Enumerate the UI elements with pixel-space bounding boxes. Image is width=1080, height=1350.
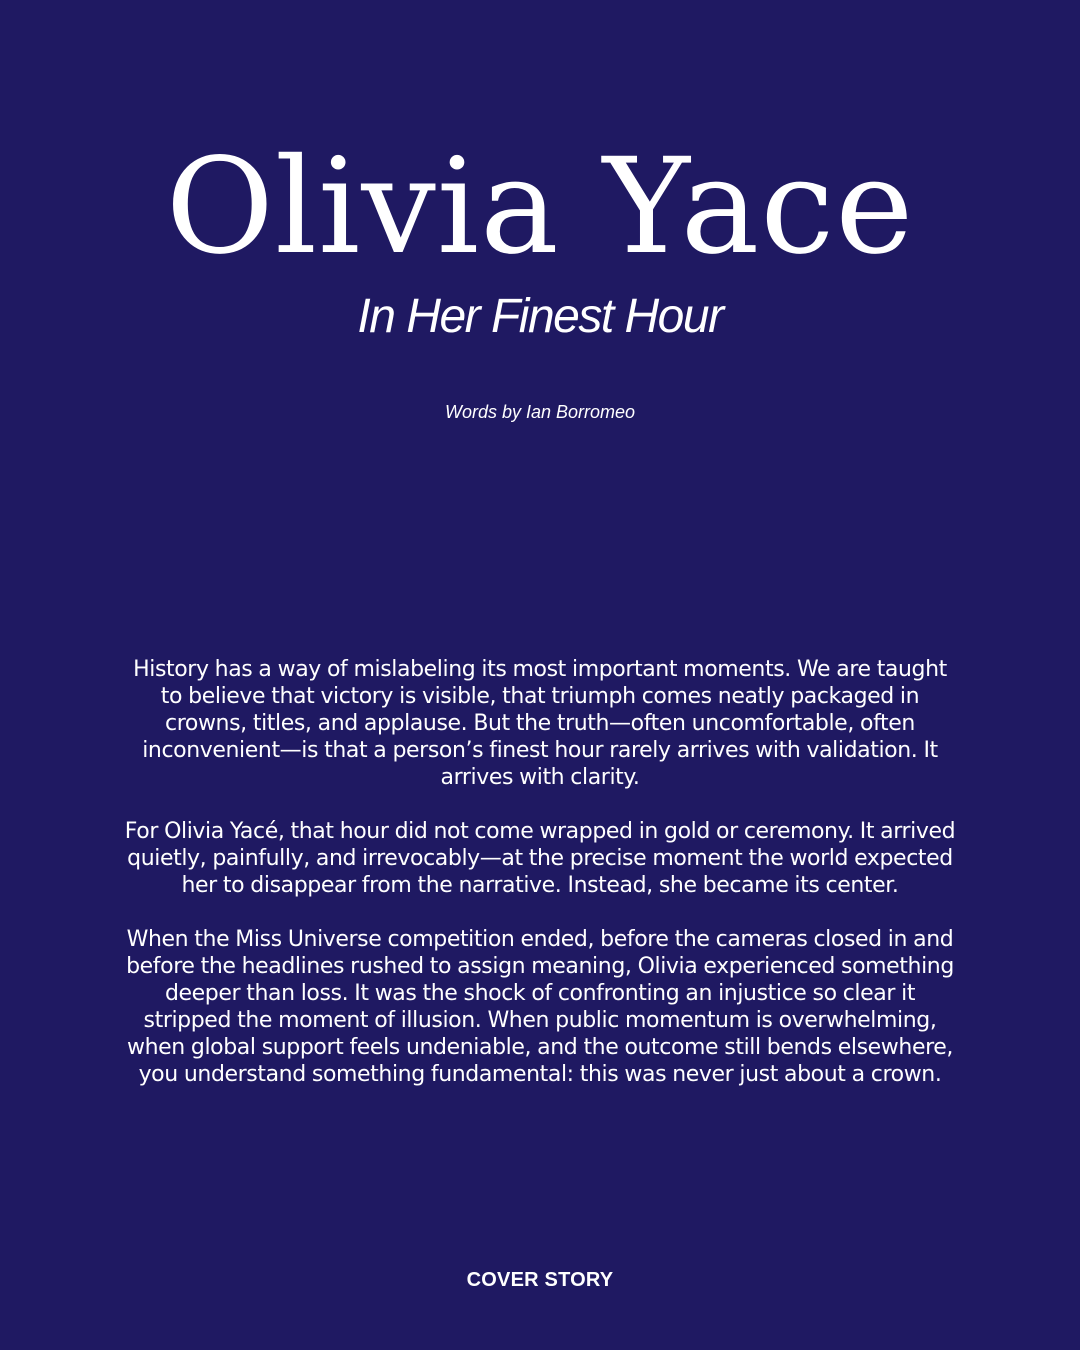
body-paragraph-1: History has a way of mislabeling its most important moments. We are taught to believe that victory is visible, that triumph comes neatly packaged in crowns, titles, and applause. But the truth—often uncomfortable, often inconvenient—is that a person’s finest hour rarely arrives with validation. It arrives with clarity. bbox=[133, 657, 947, 790]
article-body bbox=[120, 656, 960, 1115]
body-paragraph-3: When the Miss Universe competition ended, before the cameras closed in and before the headlines rushed to assign meaning, Olivia experienced something deeper than loss. It was the shock of confronting an injustice so clear it stripped the moment of illusion. When public momentum is overwhelming, when global support feels undeniable, and the outcome still bends elsewhere, you understand something fundamental: this was never just about a crown. bbox=[126, 927, 954, 1087]
body-paragraph-2: For Olivia Yacé, that hour did not come wrapped in gold or ceremony. It arrived quietly, painfully, and irrevocably—at the precise moment the world expected her to disappear from the narrative. Instead, she became its center. bbox=[124, 819, 956, 898]
article-title: Olivia Yace bbox=[165, 130, 915, 284]
article-subtitle: In Her Finest Hour bbox=[357, 290, 723, 343]
section-label: COVER STORY bbox=[466, 1269, 614, 1291]
byline: Words by Ian Borromeo bbox=[444, 402, 636, 422]
